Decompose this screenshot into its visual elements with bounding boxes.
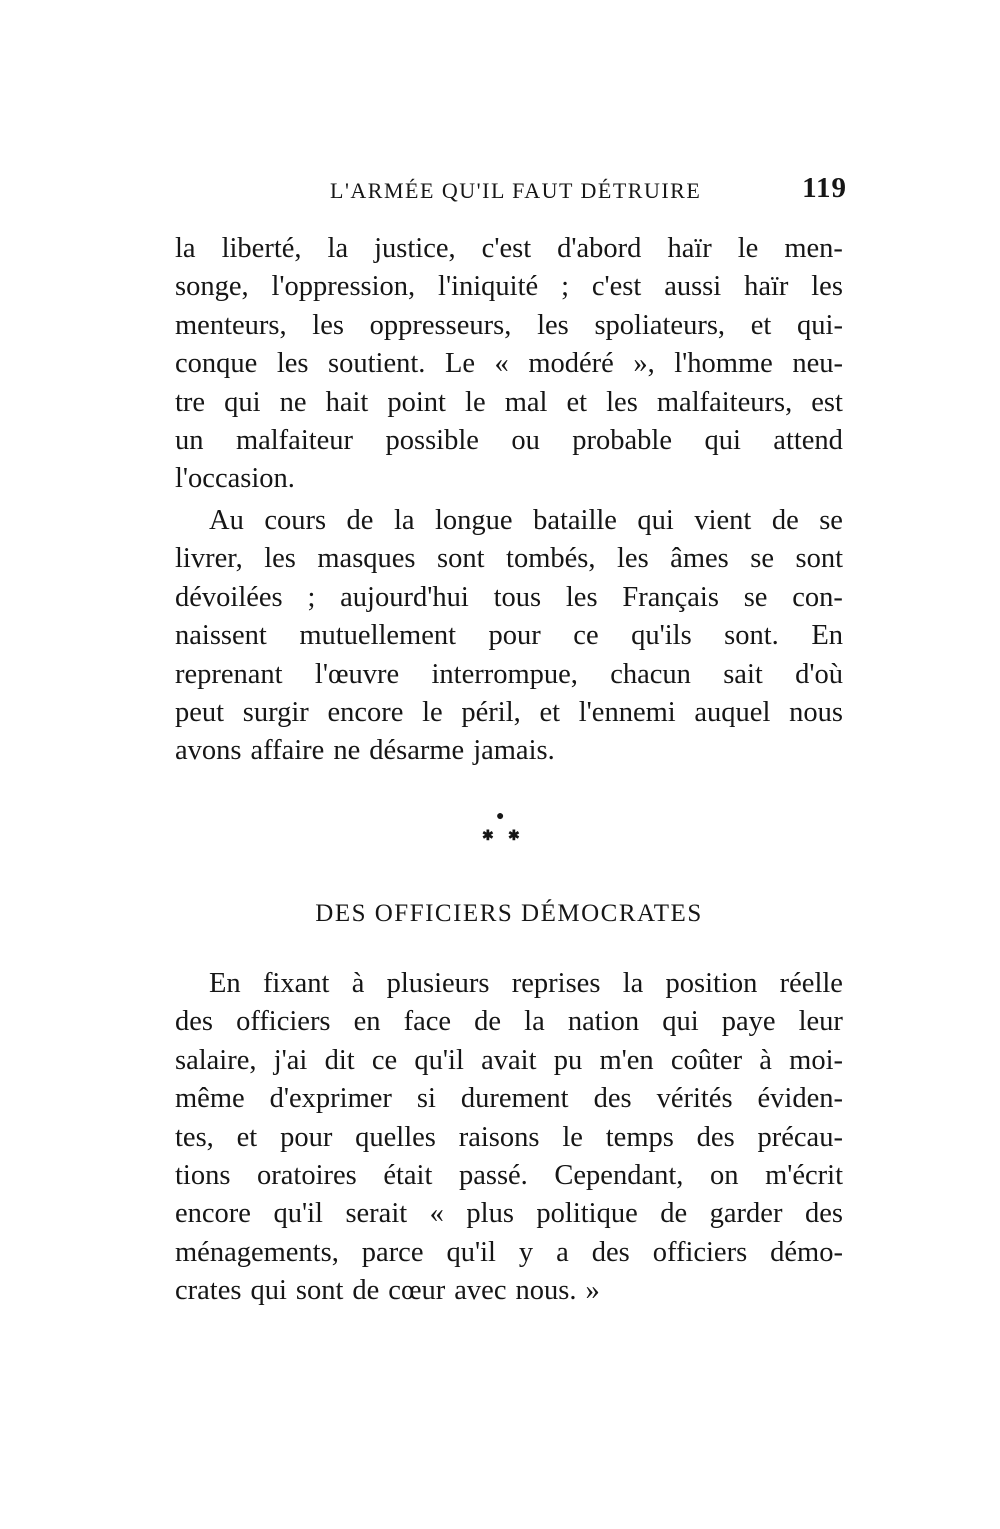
word: songe,: [175, 271, 249, 303]
text-line: [175, 732, 843, 770]
text-line: [175, 345, 843, 383]
word: on: [709, 1159, 739, 1191]
word: aujourd'hui: [340, 581, 469, 613]
word: »: [585, 1275, 600, 1307]
word: qu'il: [414, 1044, 464, 1076]
word: sait: [723, 658, 763, 690]
text-line: [175, 230, 843, 268]
word: longue: [435, 505, 513, 536]
word: quelles: [355, 1121, 436, 1153]
word: auquel: [694, 696, 771, 728]
word: j'ai: [273, 1044, 308, 1076]
word: ;: [561, 271, 569, 303]
word: avait: [481, 1044, 537, 1076]
word: oratoires: [257, 1159, 357, 1191]
paragraph-1: [175, 230, 843, 499]
word: malfaiteurs,: [656, 386, 793, 418]
word: «: [494, 348, 509, 380]
word: dit: [324, 1044, 355, 1076]
word: qu'il: [446, 1236, 496, 1268]
paragraph-2: [175, 502, 843, 771]
word: durement: [460, 1083, 569, 1115]
word: tombés,: [506, 543, 596, 575]
word: des: [804, 1198, 843, 1230]
word: haïr: [744, 271, 789, 303]
word: aussi: [664, 271, 722, 303]
word: qu'ils: [631, 620, 692, 652]
word: nous: [789, 696, 843, 728]
word: »,: [633, 348, 655, 380]
word: éviden-: [757, 1083, 843, 1115]
word: crates: [175, 1275, 242, 1307]
word: un: [175, 424, 204, 456]
word: c'est: [481, 233, 532, 264]
word: et: [750, 309, 772, 341]
word: cours: [264, 505, 327, 536]
text-line: [175, 965, 843, 1003]
text-line: [175, 1080, 843, 1118]
word: des: [175, 1006, 213, 1038]
word: oppresseurs,: [369, 309, 512, 341]
word: réelle: [779, 968, 843, 999]
word: «: [429, 1198, 444, 1230]
text-line: [175, 422, 843, 460]
word: les: [606, 386, 638, 418]
word: con-: [792, 581, 843, 613]
asterism-star-right: ✱: [508, 829, 520, 844]
word: m'en: [599, 1044, 654, 1076]
word: tions: [175, 1159, 231, 1191]
word: sont.: [724, 620, 779, 652]
word: nous.: [515, 1275, 577, 1307]
word: l'ennemi: [578, 696, 676, 728]
word: qui: [224, 386, 261, 418]
text-line: [175, 540, 843, 578]
word: paye: [721, 1006, 776, 1038]
word: leur: [798, 1006, 843, 1038]
word: sont: [295, 1275, 344, 1307]
text-line: [175, 1003, 843, 1041]
word: attend: [773, 424, 843, 456]
word: mutuellement: [299, 620, 457, 652]
word: position: [665, 968, 758, 999]
text-line: [175, 694, 843, 732]
word: jamais.: [473, 735, 555, 767]
word: nation: [567, 1006, 640, 1038]
word: ;: [307, 581, 316, 613]
word: m'écrit: [765, 1159, 843, 1191]
word: même: [175, 1083, 245, 1115]
running-title: L'ARMÉE QU'IL FAUT DÉTRUIRE: [330, 178, 702, 203]
text-line: [175, 579, 843, 617]
word: ou: [511, 424, 540, 456]
word: serait: [345, 1198, 408, 1230]
word: de: [660, 1198, 688, 1230]
word: et: [539, 696, 561, 728]
word: à: [759, 1044, 772, 1076]
word: salaire,: [175, 1044, 257, 1076]
word: est: [811, 386, 843, 418]
word: dévoilées: [175, 581, 283, 613]
word: d'exprimer: [269, 1083, 392, 1115]
word: probable: [572, 424, 672, 456]
word: haïr: [667, 233, 712, 264]
word: point: [387, 386, 446, 418]
word: à: [351, 968, 365, 999]
word: le: [562, 1121, 583, 1153]
word: les: [565, 581, 598, 613]
word: naissent: [175, 620, 267, 652]
word: péril,: [461, 696, 521, 728]
word: les: [312, 309, 344, 341]
word: vérités: [656, 1083, 733, 1115]
word: désarme: [369, 735, 465, 767]
word: vient: [694, 505, 752, 536]
word: qu'il: [273, 1198, 323, 1230]
text-line: [175, 1234, 843, 1272]
word: neu-: [792, 348, 843, 380]
word: men-: [784, 233, 843, 264]
word: Au: [209, 505, 244, 536]
word: bataille: [533, 505, 617, 536]
text-line: [175, 1195, 843, 1233]
word: plus: [466, 1198, 514, 1230]
word: a: [556, 1236, 569, 1268]
word: pu: [553, 1044, 583, 1076]
word: temps: [605, 1121, 674, 1153]
text-line: [175, 1157, 843, 1195]
word: raisons: [458, 1121, 540, 1153]
word: et: [566, 386, 588, 418]
word: les: [537, 309, 569, 341]
word: précau-: [757, 1121, 843, 1153]
word: la: [175, 233, 196, 264]
word: mal: [504, 386, 548, 418]
word: était: [383, 1159, 433, 1191]
word: démo-: [770, 1236, 843, 1268]
word: se: [750, 543, 774, 575]
asterism-dot-top: ●: [496, 809, 505, 824]
word: l'oppression,: [271, 271, 416, 303]
word: les: [811, 271, 843, 303]
word: si: [416, 1083, 436, 1115]
word: officiers: [236, 1006, 331, 1038]
word: coûter: [670, 1044, 743, 1076]
page-number: 119: [802, 172, 847, 204]
word: des: [593, 1083, 632, 1115]
word: En: [209, 968, 241, 999]
word: encore: [175, 1198, 251, 1230]
text-line: [175, 384, 843, 422]
word: ne: [279, 386, 307, 418]
word: avec: [454, 1275, 507, 1307]
word: âmes: [670, 543, 729, 575]
word: avons: [175, 735, 242, 767]
asterism-star-left: ✱: [482, 829, 494, 844]
word: moi-: [789, 1044, 843, 1076]
text-line: [175, 656, 843, 694]
text-line: [175, 268, 843, 306]
asterism-ornament: [480, 810, 520, 846]
word: des: [696, 1121, 735, 1153]
word: affaire: [250, 735, 325, 767]
word: se: [819, 505, 843, 536]
word: conque: [175, 348, 258, 380]
word: hait: [325, 386, 369, 418]
word: le: [737, 233, 759, 264]
word: spoliateurs,: [594, 309, 726, 341]
section-heading: DES OFFICIERS DÉMOCRATES: [315, 900, 703, 927]
word: qui-: [797, 309, 843, 341]
word: reprises: [511, 968, 601, 999]
word: reprenant: [175, 658, 283, 690]
word: de: [346, 505, 374, 536]
word: Le: [444, 348, 476, 380]
word: justice,: [374, 233, 456, 264]
word: tre: [175, 386, 206, 418]
word: chacun: [610, 658, 691, 690]
word: peut: [175, 696, 225, 728]
word: malfaiteur: [235, 424, 354, 456]
word: passé.: [458, 1159, 528, 1191]
text-line: [175, 1042, 843, 1080]
word: politique: [536, 1198, 638, 1230]
word: Français: [622, 581, 719, 613]
word: face: [403, 1006, 452, 1038]
word: livrer,: [175, 543, 243, 575]
word: parce: [361, 1236, 424, 1268]
word: qui: [637, 505, 674, 536]
word: l'homme: [674, 348, 773, 380]
word: possible: [385, 424, 479, 456]
word: l'iniquité: [438, 271, 539, 303]
running-head: [175, 172, 847, 212]
paragraph-3: [175, 965, 843, 1311]
word: pour: [488, 620, 541, 652]
word: la: [393, 505, 415, 536]
word: masques: [317, 543, 416, 575]
word: sont: [795, 543, 843, 575]
word: liberté,: [221, 233, 302, 264]
word: garder: [709, 1198, 783, 1230]
word: des: [591, 1236, 630, 1268]
word: sont: [437, 543, 485, 575]
word: ne: [333, 735, 361, 767]
word: de: [352, 1275, 380, 1307]
word: les: [276, 348, 309, 380]
word: surgir: [242, 696, 309, 728]
word: le: [465, 386, 486, 418]
text-line: [175, 1272, 843, 1310]
word: ce: [573, 620, 599, 652]
word: ce: [371, 1044, 398, 1076]
word: la: [524, 1006, 545, 1038]
word: pour: [280, 1121, 333, 1153]
word: c'est: [591, 271, 642, 303]
word: l'œuvre: [314, 658, 400, 690]
word: modéré: [528, 348, 614, 380]
word: les: [617, 543, 649, 575]
word: En: [811, 620, 843, 652]
word: d'où: [795, 658, 843, 690]
word: l'occasion.: [175, 463, 295, 495]
word: les: [264, 543, 296, 575]
word: d'abord: [557, 233, 642, 264]
word: tes,: [175, 1121, 214, 1153]
word: se: [743, 581, 768, 613]
word: officiers: [652, 1236, 748, 1268]
word: soutient.: [328, 348, 426, 380]
word: fixant: [262, 968, 330, 999]
word: plusieurs: [386, 968, 490, 999]
word: la: [327, 233, 349, 264]
word: qui: [704, 424, 741, 456]
word: Cependant,: [554, 1159, 684, 1191]
word: tous: [493, 581, 542, 613]
word: menteurs,: [175, 309, 287, 341]
text-line: [175, 617, 843, 655]
word: cœur: [388, 1275, 446, 1307]
word: en: [353, 1006, 381, 1038]
word: ménagements,: [175, 1236, 339, 1268]
text-line: [175, 502, 843, 540]
text-line: [175, 1119, 843, 1157]
word: qui: [250, 1275, 287, 1307]
word: y: [518, 1236, 534, 1268]
word: de: [474, 1006, 502, 1038]
word: encore: [327, 696, 404, 728]
text-line: [175, 307, 843, 345]
word: le: [422, 696, 443, 728]
text-line: [175, 460, 843, 498]
word: la: [622, 968, 644, 999]
word: interrompue,: [431, 658, 578, 690]
word: qui: [662, 1006, 699, 1038]
word: et: [236, 1121, 258, 1153]
word: de: [771, 505, 799, 536]
